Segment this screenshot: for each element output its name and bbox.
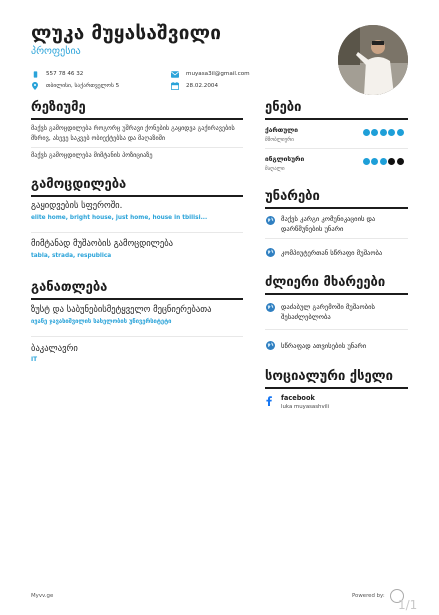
rating-dot-empty [388, 158, 395, 165]
profession: პროფესია [31, 46, 81, 57]
language-level-1: მშობლიური [265, 137, 294, 143]
experience-company-2: tabla, strada, respublica [31, 253, 112, 259]
birthdate-value: 28.02.2004 [186, 83, 219, 89]
social-heading: სოციალური ქსელი [265, 369, 393, 384]
phone-icon [31, 70, 39, 78]
location-pin-icon [31, 82, 39, 90]
strengths-heading-rule [265, 293, 408, 295]
experience-title-1: გაყიდვების სფეროში. [31, 201, 123, 211]
language-name-1: ქართული [265, 126, 298, 134]
contact-address [31, 82, 119, 90]
skills-heading-rule [265, 207, 408, 209]
social-heading-rule [265, 387, 408, 389]
rating-dot-filled [363, 129, 370, 136]
footer-site[interactable]: Myvv.ge [31, 593, 54, 599]
divider [31, 336, 243, 337]
experience-heading-rule [31, 195, 243, 197]
rating-dot-filled [397, 129, 404, 136]
languages-heading-rule [265, 118, 408, 120]
rating-dot-filled [380, 158, 387, 165]
contact-birthdate [171, 82, 218, 90]
divider [31, 147, 243, 148]
footer-powered-by: Powered by: [352, 593, 385, 599]
person-name: ლუკა მუყასაშვილი [31, 22, 222, 44]
rating-dot-empty [397, 158, 404, 165]
calendar-icon [171, 82, 179, 90]
social-username: luka muyasashvili [281, 404, 330, 410]
experience-company-1: elite home, bright house, just home, house in tbilisi... [31, 215, 208, 221]
strengths-heading: ძლიერი მხარეები [265, 275, 386, 290]
language-level-2: მაღალი [265, 166, 285, 172]
facebook-icon [266, 396, 272, 406]
globe-icon [266, 216, 275, 225]
address-value: თბილისი, საქართველოს 5 [46, 83, 120, 89]
profile-photo [338, 25, 408, 95]
rating-dot-filled [363, 158, 370, 165]
education-heading-rule [31, 298, 243, 300]
language-rating-1 [361, 129, 404, 136]
resume-paragraph-1: მაქვს გამოცდილება როგორც უშრავი ქონების გაყიდვა გაქირავების მხრივ, ასევე საკვებ ობიექტებსა და მაღაზიში [31, 125, 235, 142]
contact-email [171, 70, 250, 78]
email-icon [171, 70, 179, 78]
resume-heading: რეზიუმე [31, 100, 86, 115]
strength-item-1: დაძაბულ გარემოში მუშაობის შესაძლებლობა [281, 303, 375, 321]
skills-heading: უნარები [265, 189, 320, 204]
language-name-2: ინგლისური [265, 155, 305, 163]
resume-paragraph-2: მაქვს გამოცდილება მიმტანის პოზიციაზე [31, 152, 153, 159]
experience-title-2: მიმტანად მუშაობის გამოცდილება [31, 239, 174, 249]
social-network-name[interactable]: facebook [281, 394, 315, 402]
rating-dot-filled [380, 129, 387, 136]
divider [265, 148, 408, 149]
rating-dot-filled [371, 129, 378, 136]
email-value: muyasa3il@gmail.com [186, 71, 250, 77]
contact-phone [31, 70, 83, 78]
divider [31, 232, 243, 233]
skill-item-2: კომპიუტერთან სწრაფი მუშაობა [281, 249, 383, 257]
education-school-2: IT [31, 357, 38, 363]
divider [265, 238, 408, 239]
rating-dot-filled [371, 158, 378, 165]
strength-item-2: სწრაფად ათვისების უნარი [281, 342, 367, 350]
phone-value: 557 78 46 32 [46, 71, 84, 77]
page-number: 1/1 [398, 598, 418, 612]
rating-dot-filled [388, 129, 395, 136]
education-heading: განათლება [31, 280, 108, 295]
skill-item-1: მაქვს კარგი კომუნიკაციის და დარწმუნების უნარი [281, 215, 376, 233]
education-school-1: ივანე ჯავახიშვილის სახელობის უნივერსიტეტი [31, 319, 172, 325]
resume-heading-rule [31, 118, 243, 120]
globe-icon [266, 303, 275, 312]
languages-heading: ენები [265, 100, 302, 115]
experience-heading: გამოცდილება [31, 177, 127, 192]
globe-icon [266, 248, 275, 257]
divider [265, 329, 408, 330]
globe-icon [266, 341, 275, 350]
education-title-1: ზუსტ და საბუნებისმეტყველო მეცნიერებათა [31, 305, 212, 315]
language-rating-2 [361, 158, 404, 165]
education-title-2: ბაკალავრი [31, 344, 78, 354]
